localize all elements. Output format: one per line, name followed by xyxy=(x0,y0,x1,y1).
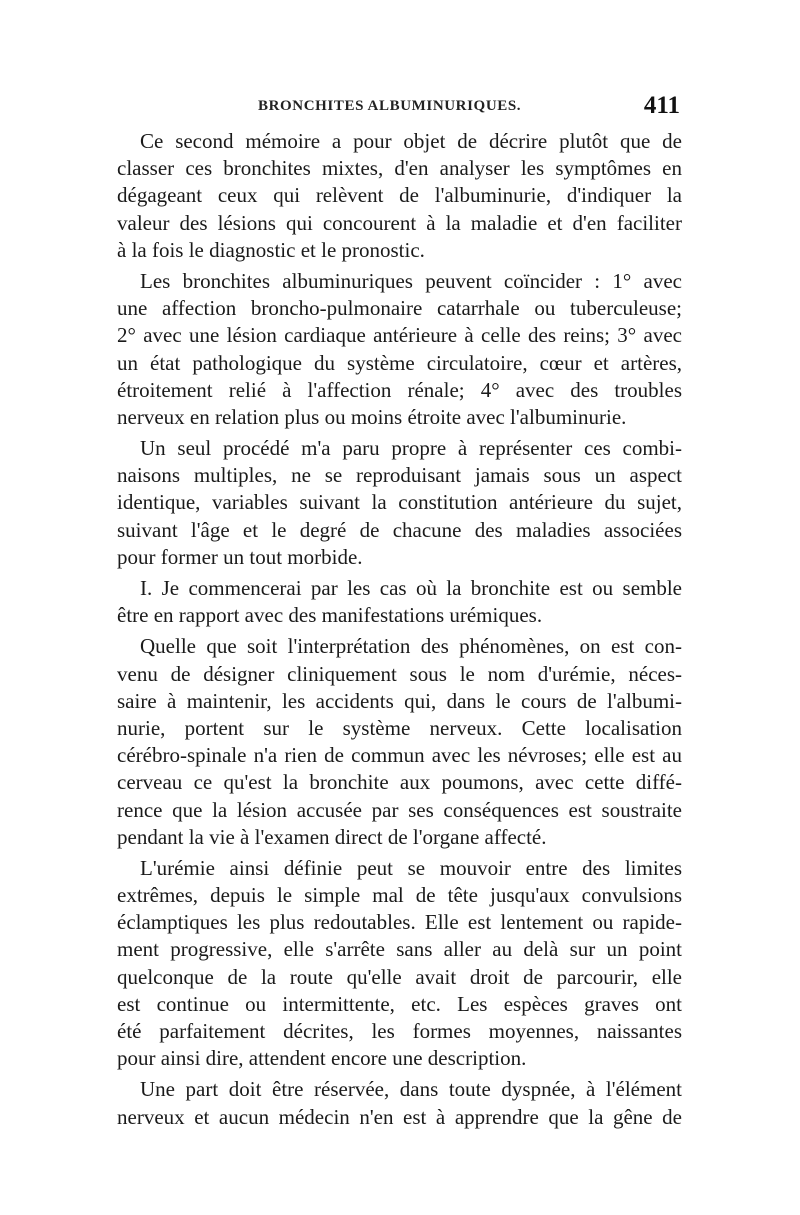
text-line: Les bronchites albuminuriques peuvent coïncider : 1° avec xyxy=(140,268,682,293)
text-line: extrêmes, depuis le simple mal de tête jusqu'aux convulsions xyxy=(117,883,682,908)
text-line: I. Je commencerai par les cas où la bronchite est ou semble xyxy=(140,576,682,600)
text-line: cérébro-spinale n'a rien de commun avec les névroses; elle est au xyxy=(117,743,682,768)
paragraph-3 xyxy=(117,435,682,571)
text-line: cerveau ce qu'est la bronchite aux poumons, avec cette diffé- xyxy=(117,770,682,795)
page-number: 411 xyxy=(643,92,680,119)
paragraph-1 xyxy=(117,128,682,264)
running-title: BRONCHITES ALBUMINURIQUES. xyxy=(258,98,522,114)
text-line: valeur des lésions qui concourent à la maladie et d'en faciliter xyxy=(117,210,682,235)
text-line: nurie, portent sur le système nerveux. Cette localisation xyxy=(117,715,682,740)
text-line: pour ainsi dire, attendent encore une description. xyxy=(117,1046,527,1071)
text-line: être en rapport avec des manifestations urémiques. xyxy=(117,603,543,628)
text-line: classer ces bronchites mixtes, d'en analyser les symptômes en xyxy=(117,156,682,181)
text-line: nerveux et aucun médecin n'en est à apprendre que la gêne de xyxy=(117,1104,682,1129)
paragraph-5 xyxy=(117,633,682,851)
paragraph-2 xyxy=(117,268,682,431)
text-line: éclamptiques les plus redoutables. Elle est lentement ou rapide- xyxy=(117,910,682,935)
text-line: nerveux en relation plus ou moins étroite avec l'albuminurie. xyxy=(117,404,627,429)
text-line: Quelle que soit l'interprétation des phénomènes, on est con- xyxy=(140,634,682,659)
text-line: quelconque de la route qu'elle avait droit de parcourir, elle xyxy=(117,964,682,989)
text-line: est continue ou intermittente, etc. Les espèces graves ont xyxy=(117,991,682,1016)
paragraph-4 xyxy=(117,575,682,629)
text-line: Un seul procédé m'a paru propre à représenter ces combi- xyxy=(140,436,682,461)
text-line: saire à maintenir, les accidents qui, dans le cours de l'albumi- xyxy=(117,688,682,713)
text-line: suivant l'âge et le degré de chacune des maladies associées xyxy=(117,517,682,542)
text-line: Ce second mémoire a pour objet de décrire plutôt que de xyxy=(140,129,682,153)
text-line: rence que la lésion accusée par ses conséquences est soustraite xyxy=(117,797,682,822)
text-line: pendant la vie à l'examen direct de l'organe affecté. xyxy=(117,824,547,849)
text-line: un état pathologique du système circulatoire, cœur et artères, xyxy=(117,350,682,375)
text-line: ment progressive, elle s'arrête sans aller au delà sur un point xyxy=(117,937,682,962)
text-line: 2° avec une lésion cardiaque antérieure à celle des reins; 3° avec xyxy=(117,323,682,348)
text-line: identique, variables suivant la constitution antérieure du sujet, xyxy=(117,490,682,515)
text-line: naisons multiples, ne se reproduisant jamais sous un aspect xyxy=(117,463,682,488)
text-line: à la fois le diagnostic et le pronostic. xyxy=(117,237,425,262)
text-line: venu de désigner cliniquement sous le nom d'urémie, néces- xyxy=(117,661,682,686)
text-line: Une part doit être réservée, dans toute dyspnée, à l'élément xyxy=(140,1077,682,1102)
text-line: L'urémie ainsi définie peut se mouvoir entre des limites xyxy=(140,855,682,880)
text-line: dégageant ceux qui relèvent de l'albuminurie, d'indiquer la xyxy=(117,183,682,208)
text-line: pour former un tout morbide. xyxy=(117,544,363,569)
running-header xyxy=(117,92,682,124)
text-line: une affection broncho-pulmonaire catarrhale ou tuberculeuse; xyxy=(117,296,682,321)
paragraph-6 xyxy=(117,855,682,1073)
text-line: étroitement relié à l'affection rénale; 4° avec des troubles xyxy=(117,377,682,402)
paragraph-7 xyxy=(117,1076,682,1130)
text-line: été parfaitement décrites, les formes moyennes, naissantes xyxy=(117,1019,682,1043)
body-text xyxy=(117,128,682,1131)
